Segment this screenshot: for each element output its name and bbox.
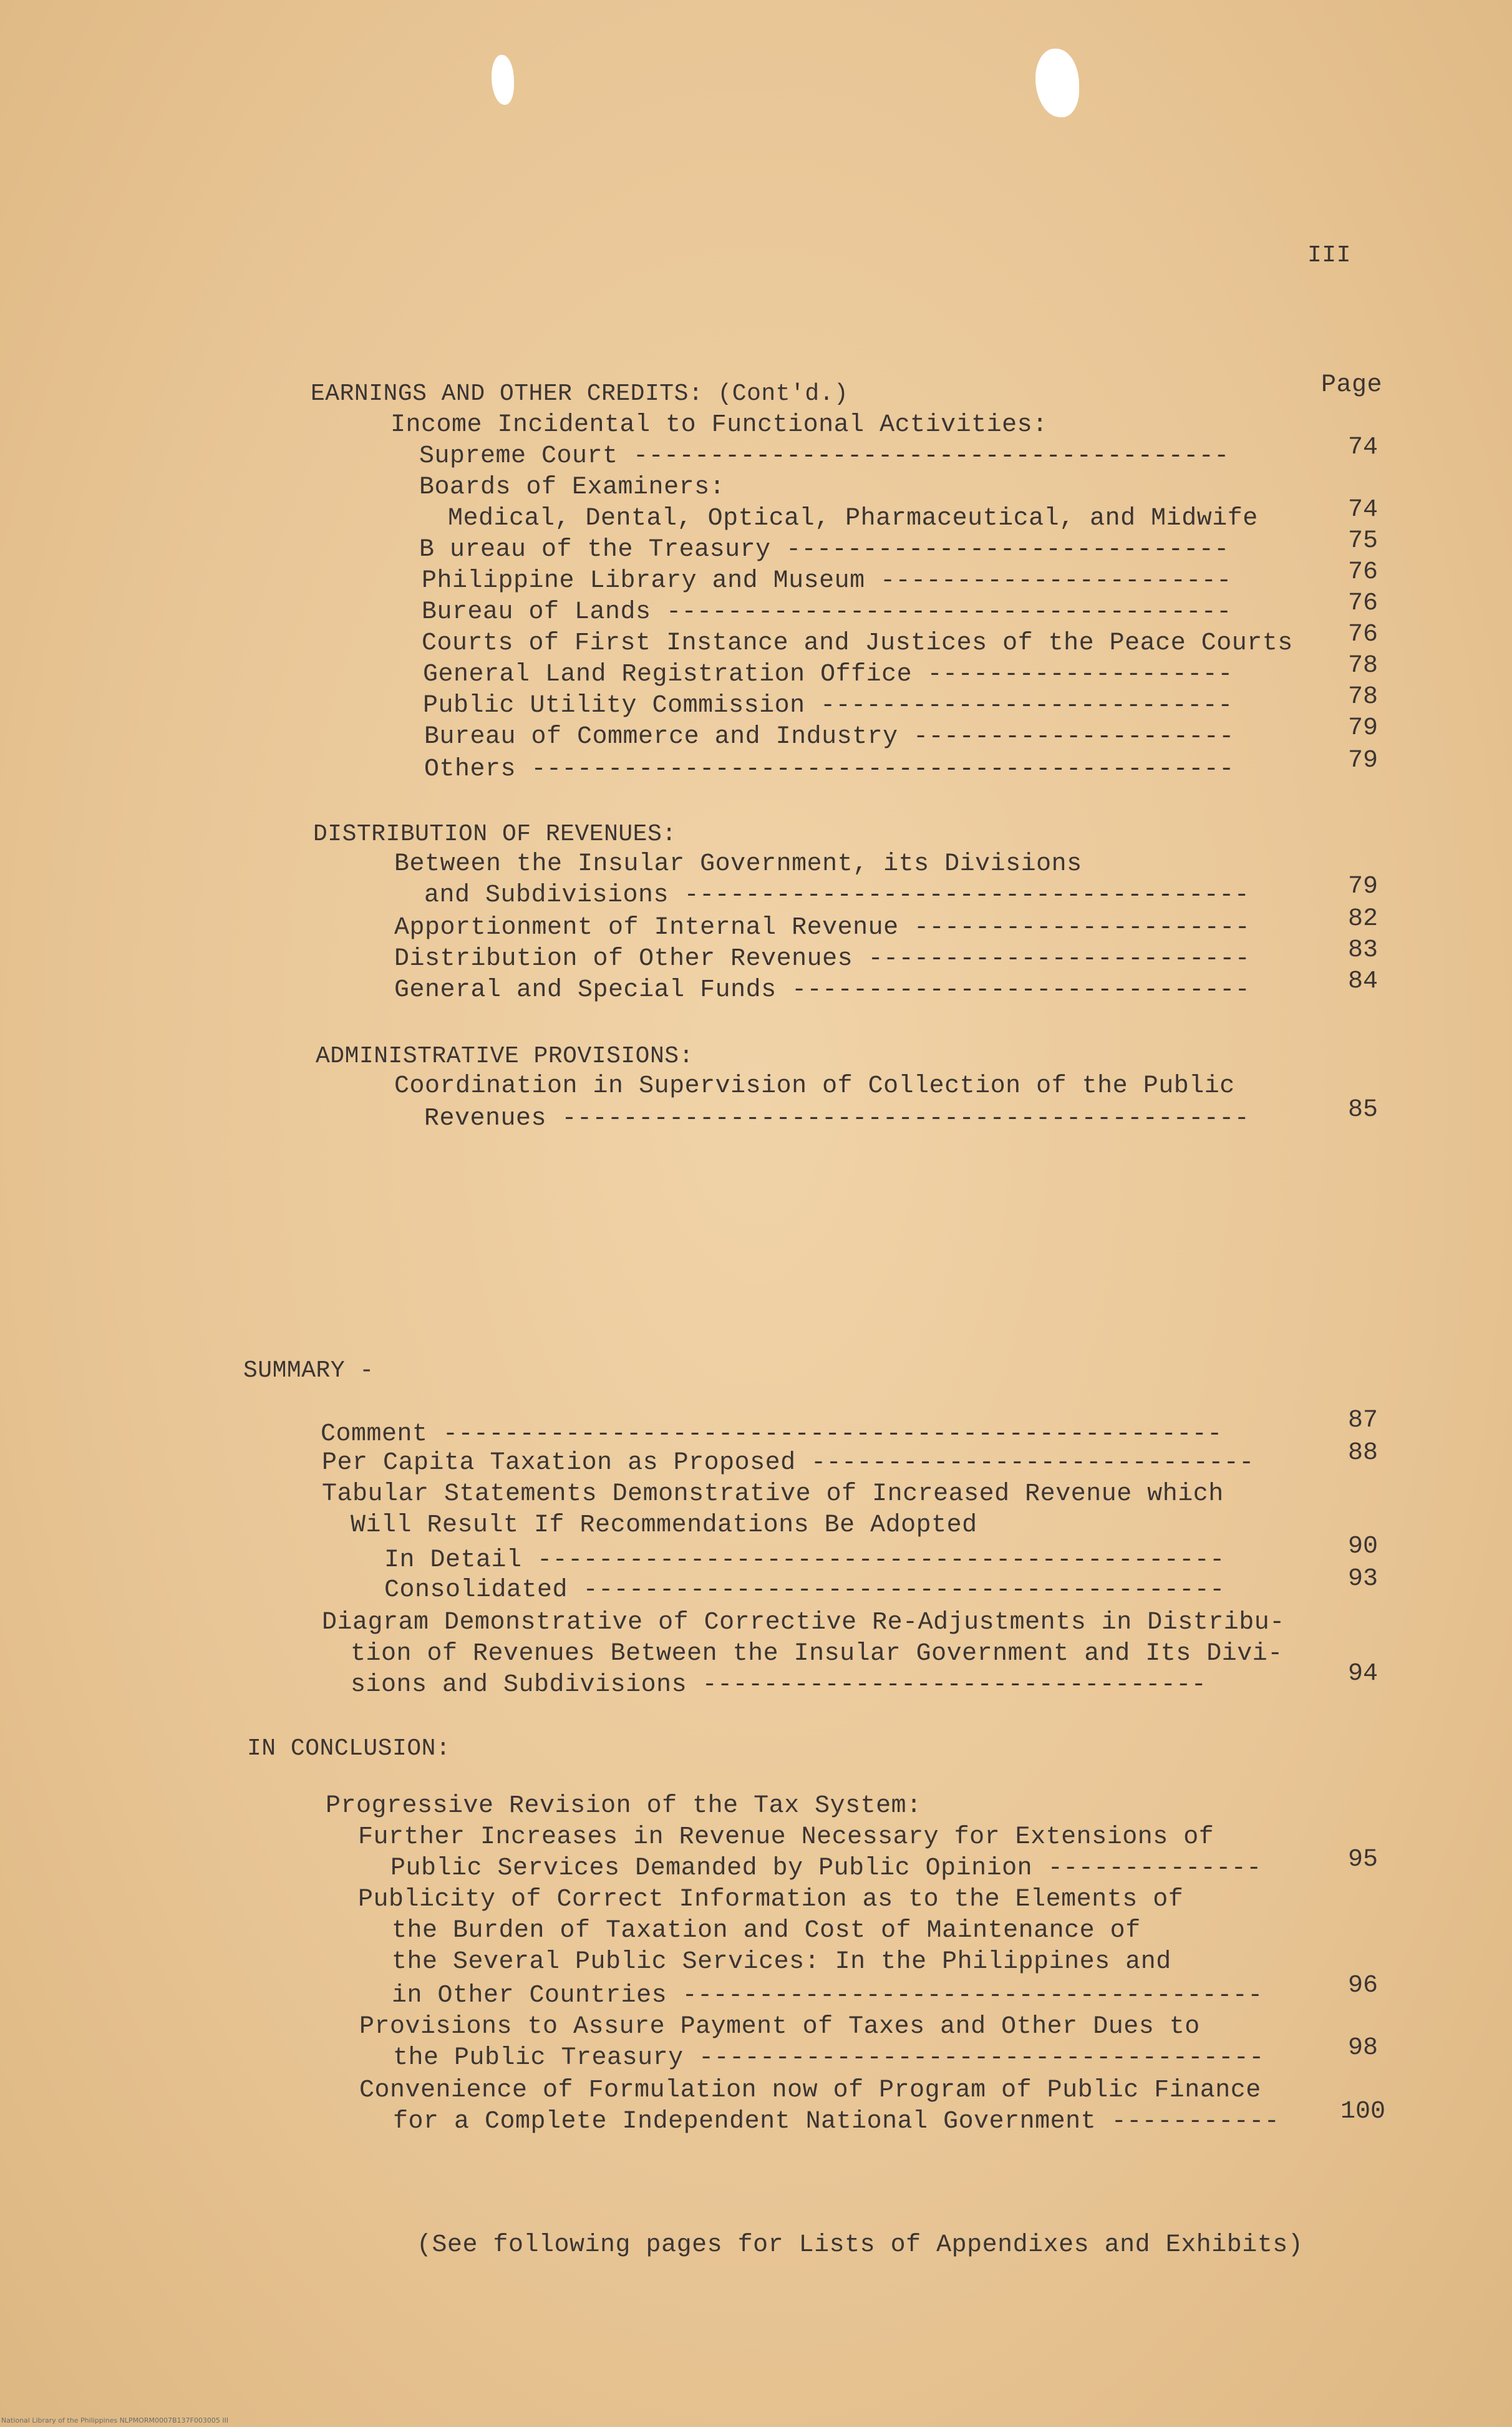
entry-page: 87 xyxy=(1347,1407,1378,1435)
toc-entry xyxy=(394,913,1250,943)
entry-text: Supreme Court xyxy=(419,442,618,470)
entry-text: Philippine Library and Museum xyxy=(422,567,865,595)
entry-page: 82 xyxy=(1347,905,1378,933)
section-heading-distribution: DISTRIBUTION OF REVENUES: xyxy=(313,821,677,848)
entry-text: Courts of First Instance and Justices of the Peace Courts xyxy=(422,629,1293,657)
entry-leader: --------------------------------------------- xyxy=(537,1546,1225,1574)
entry-page: 74 xyxy=(1347,434,1378,462)
toc-entry xyxy=(358,1885,1183,1915)
toc-entry xyxy=(423,691,1233,721)
entry-text: Provisions to Assure Payment of Taxes and Other Dues to xyxy=(359,2013,1200,2041)
entry-leader: -------------------- xyxy=(927,661,1233,689)
entry-text: Tabular Statements Demonstrative of Increased Revenue which xyxy=(322,1480,1224,1508)
entry-text: In Detail xyxy=(384,1546,522,1574)
entry-text: Coordination in Supervision of Collection of the Public xyxy=(394,1072,1235,1100)
entry-page: 79 xyxy=(1347,714,1378,742)
entry-page: 78 xyxy=(1347,652,1378,680)
entry-text: Diagram Demonstrative of Corrective Re-Adjustments in Distribu- xyxy=(322,1609,1285,1637)
entry-page: 84 xyxy=(1347,967,1378,996)
toc-entry xyxy=(423,660,1233,690)
entry-text: Further Increases in Revenue Necessary for Extensions of xyxy=(358,1823,1214,1851)
toc-entry xyxy=(422,629,1293,659)
entry-leader: ------------------------- xyxy=(868,945,1251,973)
entry-text: Apportionment of Internal Revenue xyxy=(394,914,899,942)
entry-text: Public Services Demanded by Public Opinion xyxy=(390,1854,1033,1882)
section-heading-administrative: ADMINISTRATIVE PROVISIONS: xyxy=(316,1043,694,1070)
toc-entry xyxy=(390,410,1048,440)
entry-text: Per Capita Taxation as Proposed xyxy=(322,1449,796,1477)
entry-leader: ------------------------------------- xyxy=(666,598,1232,626)
entry-text: for a Complete Independent National Government xyxy=(393,2108,1097,2136)
entry-text: Boards of Examiners: xyxy=(419,473,725,501)
entry-text: Convenience of Formulation now of Program of Public Finance xyxy=(359,2076,1261,2105)
entry-page: 93 xyxy=(1347,1565,1378,1593)
entry-leader: ------------------------------------- xyxy=(684,881,1250,909)
toc-entry xyxy=(424,881,1249,911)
entry-leader: ------------------------------------------ xyxy=(583,1576,1225,1604)
entry-page: 79 xyxy=(1347,747,1378,775)
entry-page: 85 xyxy=(1347,1096,1378,1124)
entry-text: Public Utility Commission xyxy=(423,692,805,720)
entry-text: and Subdivisions xyxy=(424,881,669,909)
entry-page: 78 xyxy=(1347,683,1378,711)
toc-entry xyxy=(424,722,1234,752)
entry-page: 95 xyxy=(1347,1846,1378,1874)
toc-entry xyxy=(394,976,1250,1005)
toc-entry xyxy=(390,1854,1262,1884)
entry-page: 83 xyxy=(1347,936,1378,964)
section-heading-earnings: EARNINGS AND OTHER CREDITS: (Cont'd.) xyxy=(311,380,849,407)
entry-leader: --------------------------------------------- xyxy=(561,1105,1250,1133)
entry-page: 88 xyxy=(1347,1439,1378,1467)
toc-entry xyxy=(392,1947,1171,1977)
toc-entry xyxy=(384,1576,1225,1606)
entry-text: Others xyxy=(424,755,516,783)
entry-text: Revenues xyxy=(424,1105,547,1133)
punch-hole-right xyxy=(1035,49,1079,117)
toc-entry xyxy=(392,1916,1141,1946)
entry-text: in Other Countries xyxy=(392,1982,667,2010)
entry-text: the Public Treasury xyxy=(393,2044,684,2072)
page-column-label: Page xyxy=(1321,371,1383,399)
entry-leader: ---------------------------------------------- xyxy=(531,755,1234,783)
entry-leader: --------------------------------- xyxy=(702,1671,1207,1699)
entry-leader: ----------------------- xyxy=(880,567,1232,595)
entry-leader: ----------------------------- xyxy=(811,1449,1254,1477)
footer-watermark: National Library of the Philippines NLPMORM0007B137F003005 III xyxy=(1,2416,229,2425)
punch-hole-left xyxy=(492,55,514,105)
entry-leader: ------------------------------------- xyxy=(699,2044,1264,2072)
closing-note: (See following pages for Lists of Appendixes and Exhibits) xyxy=(417,2231,1304,2259)
entry-page: 76 xyxy=(1347,621,1378,649)
entry-page: 94 xyxy=(1347,1660,1378,1688)
entry-page: 98 xyxy=(1347,2034,1378,2062)
entry-leader: ---------------------- xyxy=(914,914,1251,942)
toc-entry xyxy=(359,2076,1261,2106)
entry-leader: ------------------------------ xyxy=(792,976,1251,1004)
entry-leader: ----------------------------- xyxy=(786,536,1229,564)
toc-entry xyxy=(422,566,1232,596)
toc-entry xyxy=(419,535,1229,565)
toc-entry xyxy=(351,1511,977,1541)
toc-entry xyxy=(392,1981,1263,2011)
toc-entry xyxy=(393,2043,1264,2073)
toc-entry xyxy=(419,442,1229,472)
entry-text: the Burden of Taxation and Cost of Maintenance of xyxy=(392,1917,1141,1945)
toc-entry xyxy=(322,1608,1285,1638)
toc-entry xyxy=(326,1791,922,1821)
entry-text: General Land Registration Office xyxy=(423,661,913,689)
section-heading-conclusion: IN CONCLUSION: xyxy=(247,1735,451,1762)
entry-text: Will Result If Recommendations Be Adopted xyxy=(351,1511,977,1539)
entry-text: Income Incidental to Functional Activities: xyxy=(390,411,1048,439)
entry-leader: -------------- xyxy=(1047,1854,1262,1882)
entry-text: the Several Public Services: In the Philippines and xyxy=(392,1948,1171,1976)
toc-entry xyxy=(422,598,1232,627)
toc-entry xyxy=(424,1104,1249,1134)
entry-page: 100 xyxy=(1340,2098,1385,2126)
entry-text: General and Special Funds xyxy=(394,976,777,1004)
section-heading-summary: SUMMARY - xyxy=(243,1357,374,1384)
entry-page: 96 xyxy=(1347,1972,1378,2000)
toc-entry xyxy=(394,850,1082,879)
entry-page: 75 xyxy=(1347,527,1378,555)
toc-entry xyxy=(394,1072,1235,1102)
toc-entry xyxy=(419,473,725,503)
entry-leader: --------------------- xyxy=(913,723,1234,751)
toc-entry xyxy=(384,1546,1225,1576)
entry-text: sions and Subdivisions xyxy=(351,1671,687,1699)
entry-leader: --------------------------------------- xyxy=(633,442,1229,470)
entry-page: 90 xyxy=(1347,1533,1378,1561)
toc-entry xyxy=(321,1420,1223,1450)
entry-text: Progressive Revision of the Tax System: xyxy=(326,1792,922,1820)
entry-page: 74 xyxy=(1347,496,1378,524)
toc-entry xyxy=(358,1823,1214,1853)
entry-text: Medical, Dental, Optical, Pharmaceutical, and Midwife xyxy=(448,505,1258,533)
entry-page: 76 xyxy=(1347,589,1378,618)
entry-leader: -------------------------------------- xyxy=(682,1982,1263,2010)
toc-entry xyxy=(359,2012,1200,2042)
page-number: III xyxy=(1307,242,1351,269)
entry-text: tion of Revenues Between the Insular Government and Its Divi- xyxy=(351,1640,1283,1668)
entry-text: B ureau of the Treasury xyxy=(419,536,771,564)
entry-leader: --------------------------------------------------- xyxy=(443,1420,1223,1448)
entry-page: 79 xyxy=(1347,873,1378,901)
toc-entry xyxy=(322,1448,1254,1478)
entry-text: Bureau of Commerce and Industry xyxy=(424,723,898,751)
entry-text: Between the Insular Government, its Divisions xyxy=(394,850,1082,878)
toc-entry xyxy=(424,755,1234,785)
toc-entry xyxy=(393,2107,1279,2137)
entry-text: Comment xyxy=(321,1420,428,1448)
toc-entry xyxy=(351,1670,1206,1700)
entry-page: 76 xyxy=(1347,558,1378,586)
entry-text: Bureau of Lands xyxy=(422,598,651,626)
toc-entry xyxy=(351,1639,1283,1669)
toc-entry xyxy=(448,504,1258,534)
entry-leader: --------------------------- xyxy=(820,692,1233,720)
toc-entry xyxy=(322,1480,1224,1509)
toc-entry xyxy=(394,944,1250,974)
entry-text: Consolidated xyxy=(384,1576,568,1604)
entry-text: Distribution of Other Revenues xyxy=(394,945,853,973)
entry-text: Publicity of Correct Information as to the Elements of xyxy=(358,1886,1184,1914)
entry-leader: ----------- xyxy=(1111,2108,1280,2136)
